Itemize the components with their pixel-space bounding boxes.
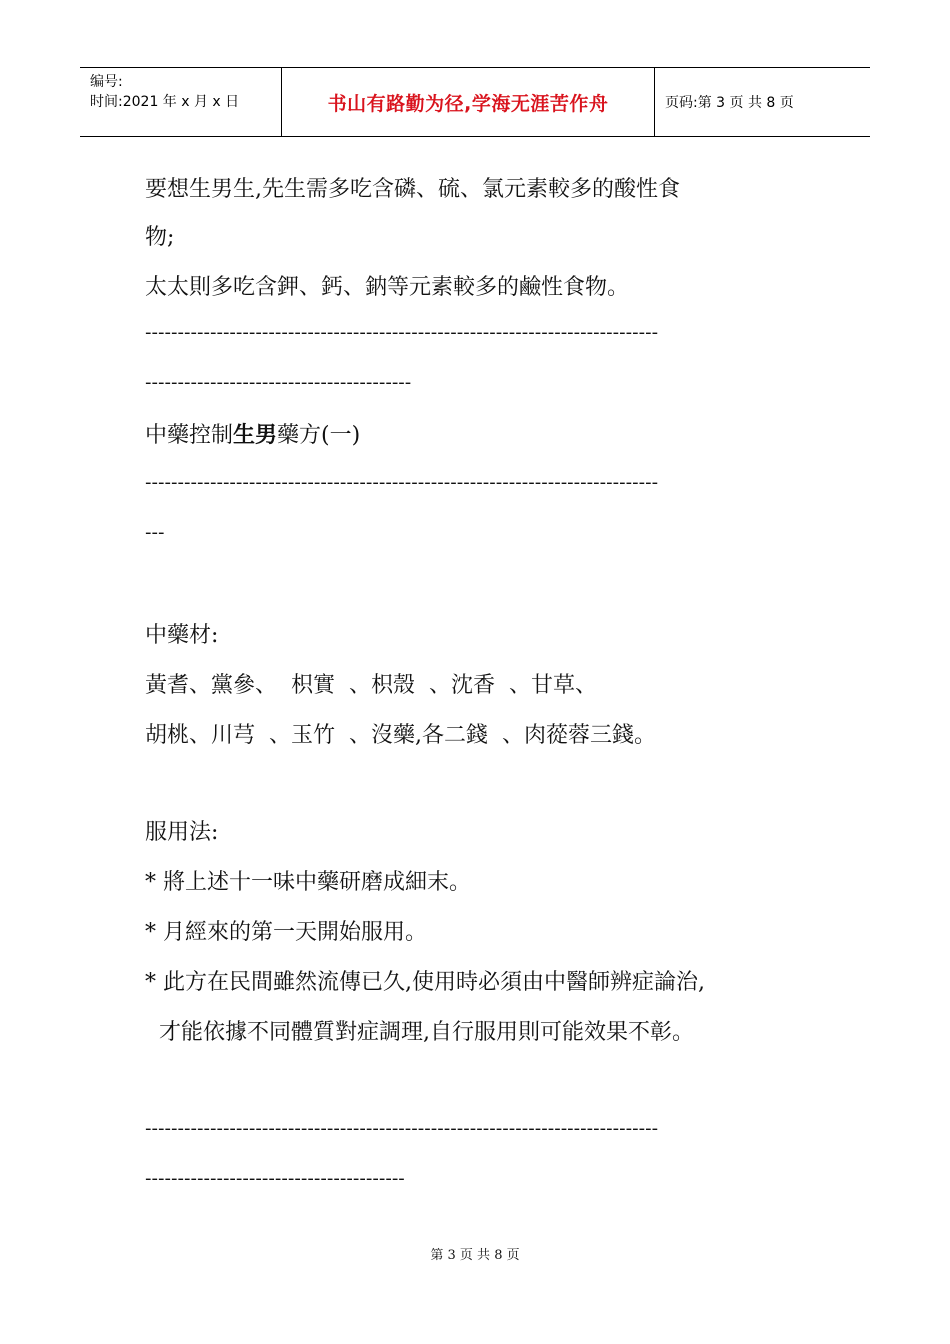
page-footer: 第 3 页 共 8 页 (430, 1248, 520, 1263)
herbs-line: 黃耆、黨參、 枳實 、枳殼 、沈香 、甘草、 (145, 673, 597, 698)
herbs-line: 胡桃、川芎 、玉竹 、沒藥,各二錢 、肉蓯蓉三錢。 (145, 723, 656, 748)
header-page-info: 页码:第 3 页 共 8 页 (665, 95, 794, 111)
paragraph-line: 太太則多吃含鉀、鈣、鈉等元素較多的鹼性食物。 (145, 275, 630, 300)
usage-item: * 此方在民間雖然流傳已久,使用時必須由中醫師辨症論治, (145, 970, 705, 995)
usage-label: 服用法: (145, 820, 219, 845)
paragraph-line: 物; (145, 225, 175, 250)
herbs-label: 中藥材: (145, 623, 219, 648)
paragraph-line: 要想生男生,先生需多吃含磷、硫、氯元素較多的酸性食 (145, 177, 680, 202)
header-motto: 书山有路勤为径,学海无涯苦作舟 (282, 68, 655, 136)
document-time-label: 时间:2021 年 x 月 x 日 (90, 94, 240, 110)
recipe-title-post: 藥方(一) (277, 423, 361, 448)
recipe-title-pre: 中藥控制 (145, 423, 234, 448)
recipe-title-bold: 生男 (233, 422, 278, 448)
header-meta (80, 68, 282, 136)
recipe-title (145, 418, 360, 449)
separator-line: ------------------------------------------------------------------------------- (145, 322, 659, 343)
document-number-label: 编号: (90, 74, 123, 90)
header-table (80, 67, 870, 137)
separator-line: ---------------------------------------- (145, 1168, 405, 1189)
separator-line: ------------------------------------------------------------------------------- (145, 472, 659, 493)
separator-line: ----------------------------------------- (145, 372, 412, 393)
usage-item: 才能依據不同體質對症調理,自行服用則可能效果不彰。 (145, 1020, 694, 1045)
separator-line: ------------------------------------------------------------------------------- (145, 1118, 659, 1139)
usage-item: * 將上述十一味中藥研磨成細末。 (145, 870, 471, 895)
separator-line: --- (145, 522, 165, 543)
usage-item: * 月經來的第一天開始服用。 (145, 920, 427, 945)
